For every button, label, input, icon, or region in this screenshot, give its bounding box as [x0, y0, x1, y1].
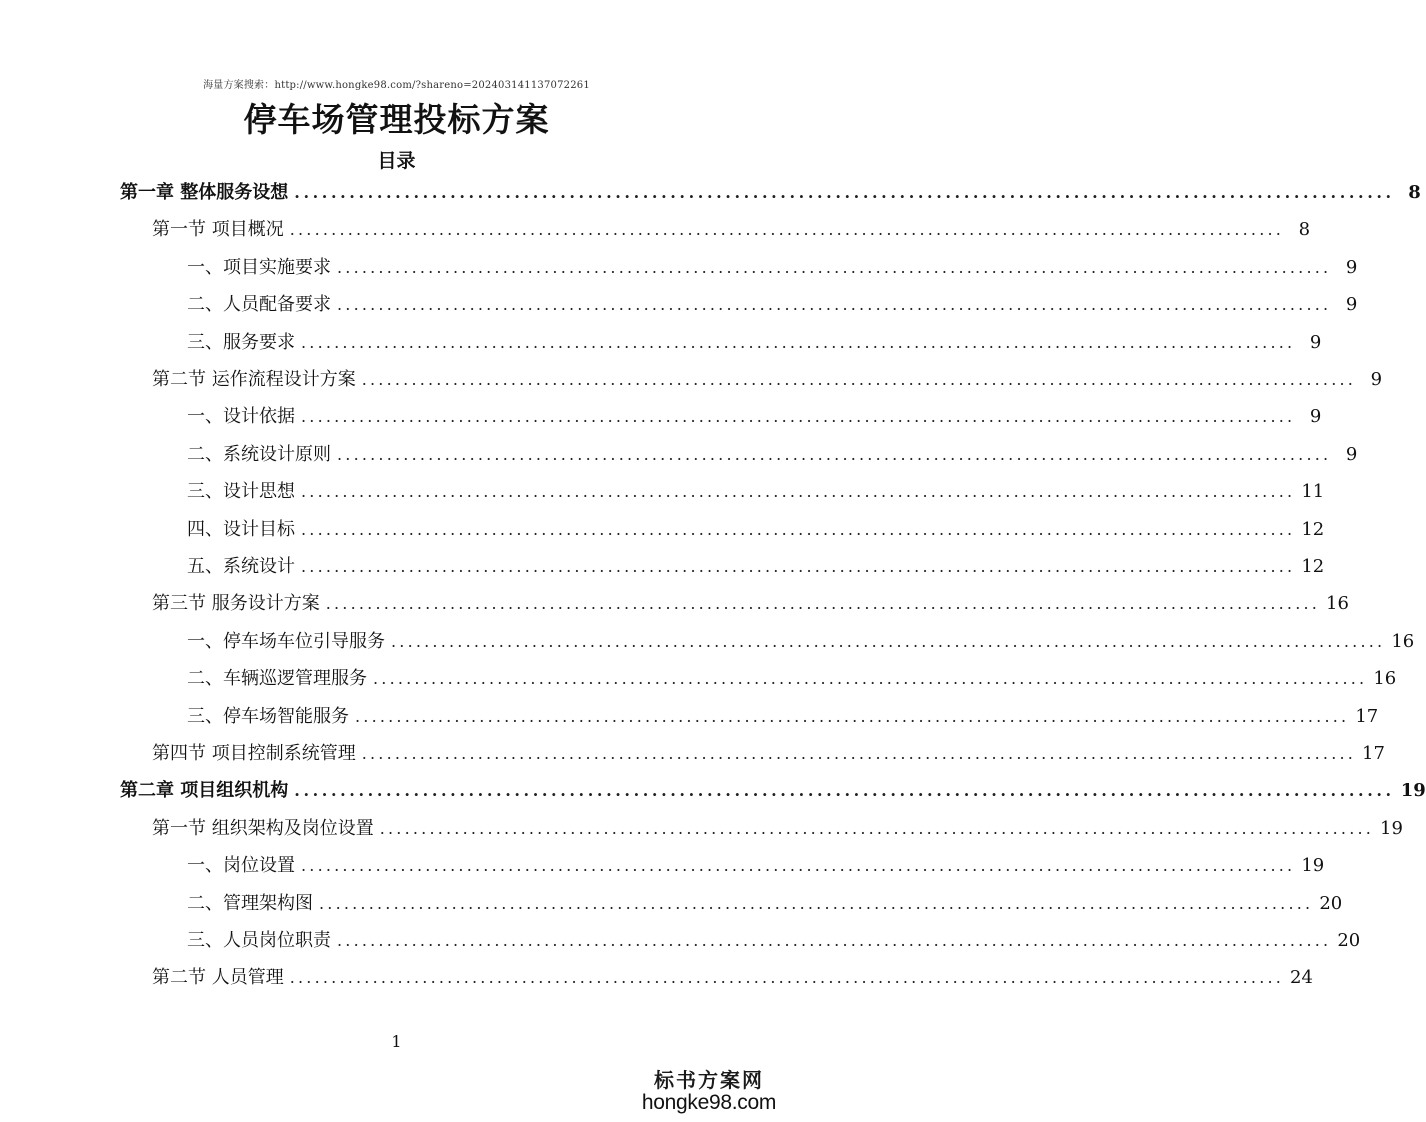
toc-entry-page: 9: [1370, 369, 1383, 390]
toc-entry-label: 二、系统设计原则: [187, 443, 331, 465]
toc-entry-page: 8: [1298, 219, 1311, 241]
toc-entry-label: 一、项目实施要求: [187, 256, 331, 278]
toc-dot-leader: ........................................................................................................................: [361, 744, 1357, 763]
toc-dot-leader: ........................................................................................................................: [289, 220, 1285, 240]
toc-dot-leader: ........................................................................................................................: [319, 893, 1314, 913]
toc-entry-label: 二、管理架构图: [187, 892, 313, 914]
toc-dot-leader: ........................................................................................................................: [294, 183, 1395, 202]
toc-entry-page: 19: [1400, 780, 1426, 802]
toc-dot-leader: ........................................................................................................................: [301, 407, 1296, 427]
toc-entry-item[interactable]: [187, 517, 1325, 543]
toc-entry-page: 9: [1345, 256, 1358, 278]
toc-dot-leader: ........................................................................................................................: [355, 706, 1350, 726]
toc-entry-chapter[interactable]: [120, 180, 1421, 206]
brand-url: hongke98.com: [641, 1091, 777, 1114]
toc-heading: 目录: [377, 150, 416, 172]
toc-entry-label: 二、车辆巡逻管理服务: [187, 668, 367, 690]
toc-dot-leader: ........................................................................................................................: [361, 370, 1357, 389]
toc-entry-page: 16: [1373, 668, 1397, 690]
toc-entry-label: 第一节 项目概况: [152, 219, 284, 241]
toc-entry-label: 第四节 项目控制系统管理: [152, 743, 356, 764]
toc-entry-label: 三、人员岗位职责: [187, 930, 331, 951]
toc-entry-item[interactable]: [187, 442, 1358, 468]
toc-entry-label: 第二节 运作流程设计方案: [152, 369, 356, 390]
toc-dot-leader: ........................................................................................................................: [379, 818, 1375, 838]
toc-entry-label: 三、停车场智能服务: [187, 705, 349, 727]
toc-entry-label: 三、服务要求: [187, 331, 295, 353]
toc-dot-leader: ........................................................................................................................: [301, 482, 1296, 502]
toc-entry-page: 11: [1301, 481, 1325, 503]
toc-entry-item[interactable]: [187, 255, 1358, 281]
toc-entry-item[interactable]: [187, 554, 1325, 580]
toc-entry-item[interactable]: [187, 666, 1397, 692]
toc-entry-item[interactable]: [187, 330, 1322, 356]
toc-dot-leader: ........................................................................................................................: [301, 856, 1296, 876]
toc-entry-item[interactable]: [187, 853, 1325, 879]
toc-entry-section[interactable]: [152, 367, 1383, 393]
toc-entry-page: 16: [1326, 593, 1349, 615]
toc-entry-item[interactable]: [187, 928, 1361, 954]
toc-entry-page: 17: [1362, 743, 1385, 764]
toc-entry-item[interactable]: [187, 891, 1343, 917]
toc-entry-page: 19: [1380, 817, 1403, 839]
toc-entry-page: 19: [1301, 855, 1325, 877]
toc-dot-leader: ........................................................................................................................: [337, 444, 1332, 464]
toc-dot-leader: ........................................................................................................................: [294, 781, 1395, 801]
toc-dot-leader: ........................................................................................................................: [337, 257, 1332, 277]
toc-entry-label: 第二节 人员管理: [152, 967, 284, 989]
brand-name: 标书方案网: [654, 1068, 764, 1092]
toc-entry-page: 9: [1309, 406, 1322, 428]
toc-entry-page: 9: [1345, 443, 1358, 465]
toc-dot-leader: ........................................................................................................................: [373, 669, 1368, 689]
toc-entry-label: 四、设计目标: [187, 518, 295, 540]
toc-entry-label: 第三节 服务设计方案: [152, 593, 320, 615]
toc-entry-item[interactable]: [187, 629, 1415, 655]
toc-dot-leader: ........................................................................................................................: [337, 931, 1332, 950]
toc-entry-page: 16: [1391, 630, 1415, 652]
toc-entry-label: 三、设计思想: [187, 481, 295, 503]
toc-dot-leader: ........................................................................................................................: [289, 968, 1285, 988]
toc-dot-leader: ........................................................................................................................: [301, 519, 1296, 539]
header-search-note: 海量方案搜索：http://www.hongke98.com/?shareno=202403141137072261: [203, 80, 590, 91]
toc-entry-label: 一、设计依据: [187, 406, 295, 428]
toc-dot-leader: ........................................................................................................................: [301, 332, 1296, 352]
toc-dot-leader: ........................................................................................................................: [391, 631, 1386, 651]
toc-entry-label: 一、岗位设置: [187, 855, 295, 877]
toc-entry-item[interactable]: [187, 404, 1322, 430]
toc-entry-section[interactable]: [152, 816, 1403, 842]
toc-dot-leader: ........................................................................................................................: [325, 594, 1321, 614]
toc-entry-page: 9: [1309, 331, 1322, 353]
toc-dot-leader: ........................................................................................................................: [337, 295, 1332, 315]
toc-entry-page: 9: [1345, 294, 1358, 316]
toc-entry-page: 17: [1355, 705, 1379, 727]
toc-entry-label: 第一节 组织架构及岗位设置: [152, 817, 374, 839]
toc-entry-page: 20: [1319, 892, 1343, 914]
toc-entry-section[interactable]: [152, 965, 1313, 991]
page-number: 1: [391, 1032, 402, 1051]
toc-dot-leader: ........................................................................................................................: [301, 557, 1296, 576]
toc-entry-page: 24: [1290, 967, 1313, 989]
toc-entry-page: 12: [1301, 556, 1325, 577]
toc-entry-item[interactable]: [187, 292, 1358, 318]
toc-entry-label: 第一章 整体服务设想: [120, 182, 289, 203]
toc-entry-page: 8: [1408, 182, 1421, 203]
toc-entry-label: 一、停车场车位引导服务: [187, 630, 385, 652]
document-title: 停车场管理投标方案: [243, 100, 550, 139]
brand-watermark: [639, 1068, 779, 1114]
toc-entry-label: 第二章 项目组织机构: [120, 780, 289, 802]
toc-entry-section[interactable]: [152, 741, 1385, 767]
toc-entry-item[interactable]: [187, 479, 1325, 505]
toc-entry-section[interactable]: [152, 591, 1349, 617]
toc-entry-page: 12: [1301, 518, 1325, 540]
toc-entry-label: 五、系统设计: [187, 556, 295, 577]
toc-entry-label: 二、人员配备要求: [187, 294, 331, 316]
toc-entry-section[interactable]: [152, 217, 1311, 243]
toc-entry-page: 20: [1337, 930, 1361, 951]
toc-entry-item[interactable]: [187, 704, 1379, 730]
toc-entry-chapter[interactable]: [120, 778, 1426, 804]
